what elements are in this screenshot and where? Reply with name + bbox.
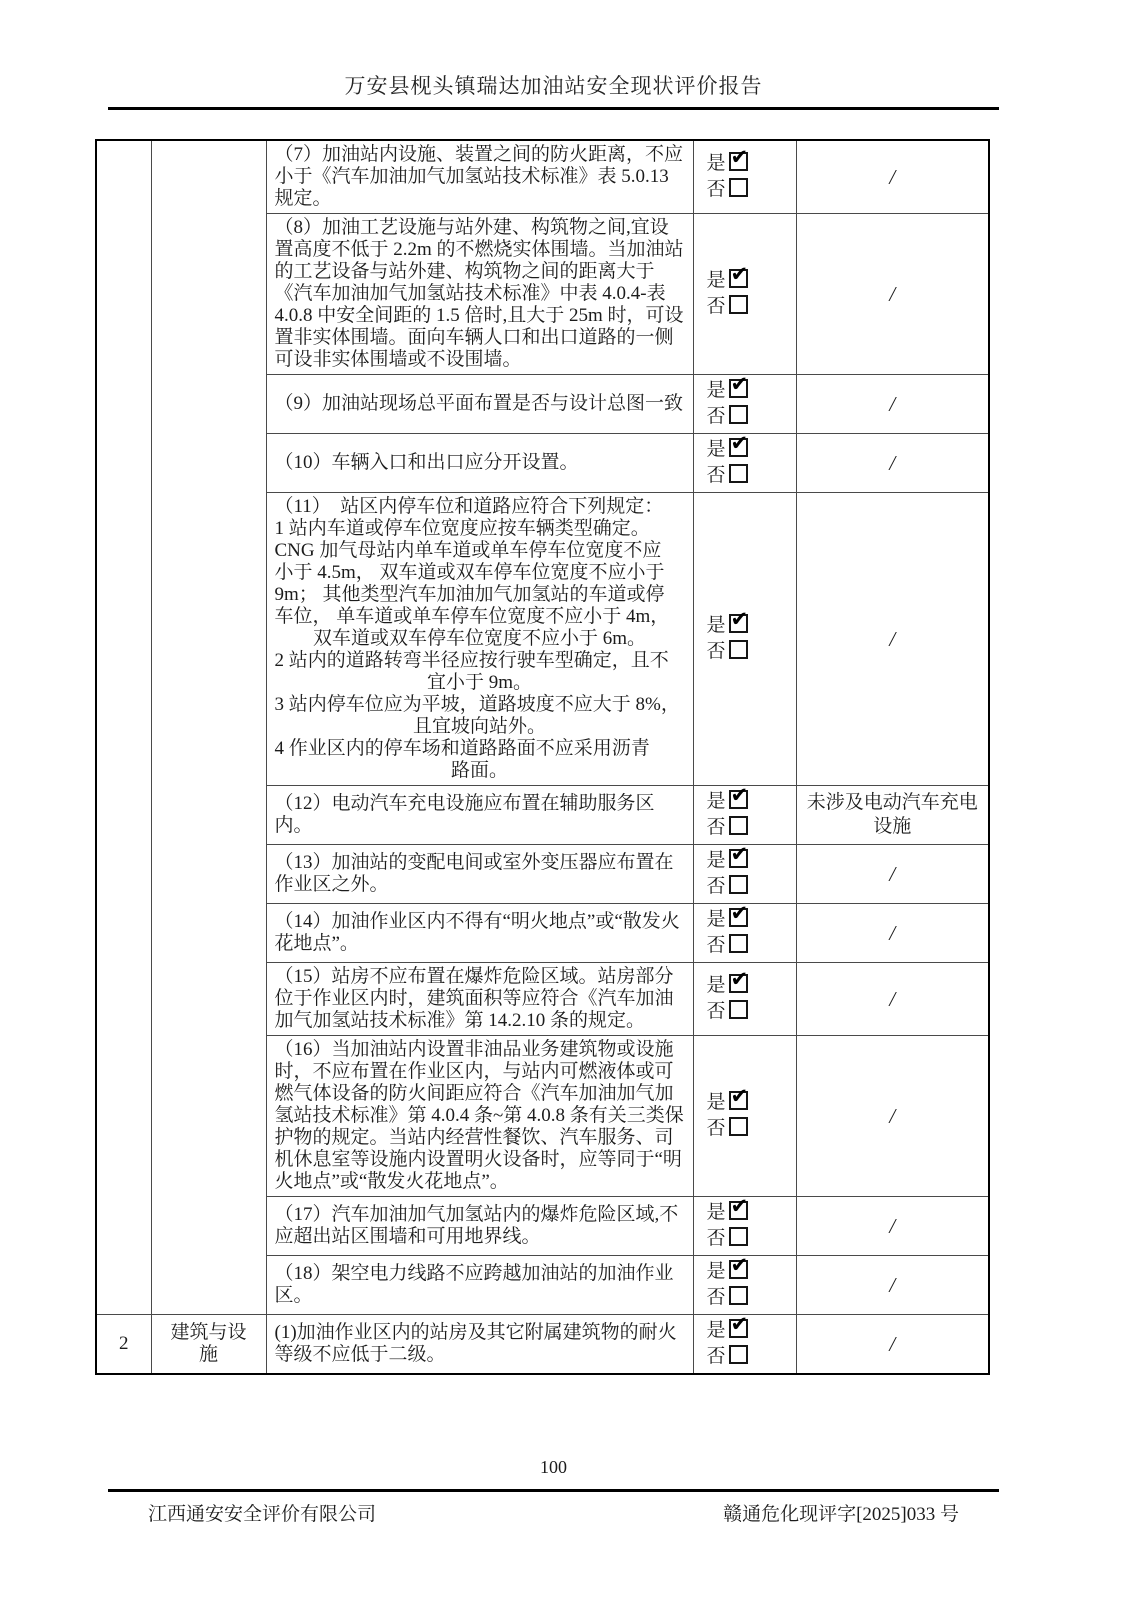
yes-no-cell: [693, 901, 796, 963]
no-option: [707, 463, 788, 489]
check-item-line: 车位， 单车道或单车停车位宽度不应小于 4m，: [274, 606, 670, 627]
yes-label: 是: [706, 850, 726, 871]
remark-cell: /: [796, 963, 989, 1036]
check-item-line: 9m； 其他类型汽车加油加气加氢站的车道或停: [274, 584, 665, 605]
remark-cell: /: [796, 1256, 989, 1315]
check-item-line: 小于 4.5m， 双车道或双车停车位宽度不应小于: [274, 562, 665, 583]
no-option: [707, 874, 788, 900]
check-item-line: 2 站内的道路转弯半径应按行驶车型确定，且不: [274, 650, 669, 671]
no-label: 否: [706, 465, 726, 486]
no-checkbox: [729, 1345, 748, 1364]
yes-option: [706, 262, 788, 294]
check-item-line: 宜小于 9m。: [426, 672, 533, 693]
check-item-line: 4 作业区内的停车场和道路路面不应采用沥青: [274, 738, 650, 759]
check-item-text: （8）加油工艺设施与站外建、构筑物之间,宜设置高度不低于 2.2m 的不燃烧实体围墙。当加油站的工艺设备与站外建、构筑物之间的距离大于《汽车加油加气加氢站技术标准》中表 4.0.4-表 4.0.8 中安全间距的 1.5 倍时,且大于 25m 时，可设置非实体围墙。面向车辆人口和出口道路的一侧可设非实体围墙或不设围墙。: [266, 214, 693, 375]
no-option: [707, 933, 788, 959]
check-item-text: （10）车辆入口和出口应分开设置。: [266, 434, 693, 493]
footer-company: 江西通安安全评价有限公司: [148, 1504, 377, 1525]
yes-checkbox: [729, 783, 749, 809]
remark-cell: /: [796, 140, 989, 214]
yes-no-cell: [693, 1036, 796, 1197]
row-seq-cell: [96, 140, 151, 1315]
check-item-text: （14）加油作业区内不得有“明火地点”或“散发火花地点”。: [266, 904, 693, 963]
remark-cell: /: [796, 434, 989, 493]
yes-checkbox: [729, 1312, 749, 1338]
yes-option: [706, 842, 788, 874]
remark-cell: /: [796, 845, 989, 904]
remark-cell: /: [796, 1036, 989, 1197]
yes-option: [706, 783, 788, 815]
check-mark-icon: ✔: [730, 262, 749, 286]
yes-no-cell: [693, 431, 796, 493]
check-mark-icon: ✔: [730, 1253, 749, 1277]
footer-row: [108, 1499, 999, 1526]
no-option: [707, 815, 788, 841]
no-label: 否: [706, 1287, 726, 1308]
no-checkbox: [729, 295, 748, 314]
yes-label: 是: [706, 615, 726, 636]
yes-checkbox: [729, 145, 749, 171]
yes-label: 是: [706, 1261, 726, 1282]
remark-cell: /: [796, 493, 989, 786]
no-checkbox: [729, 178, 748, 197]
page-number: 100: [540, 1457, 567, 1477]
yes-checkbox: [729, 431, 749, 457]
no-checkbox: [729, 816, 748, 835]
no-label: 否: [706, 876, 726, 897]
yes-label: 是: [706, 270, 726, 291]
yes-checkbox: [729, 372, 749, 398]
yes-option: [706, 145, 788, 177]
footer-doc-number: 赣通危化现评字[2025]033 号: [723, 1504, 959, 1525]
check-item-line: 1 站内车道或停车位宽度应按车辆类型确定。: [274, 518, 650, 539]
remark-cell: /: [796, 375, 989, 434]
check-item-text: （9）加油站现场总平面布置是否与设计总图一致: [266, 375, 693, 434]
no-label: 否: [706, 1001, 726, 1022]
yes-option: [706, 1253, 788, 1285]
yes-no-cell: [693, 140, 796, 214]
no-option: [707, 404, 788, 430]
check-mark-icon: ✔: [730, 901, 749, 925]
check-item-text: （17）汽车加油加气加氢站内的爆炸危险区域,不应超出站区围墙和可用地界线。: [266, 1197, 693, 1256]
row-category-cell: [151, 140, 266, 1315]
table-row: [96, 140, 989, 214]
no-checkbox: [729, 405, 748, 424]
no-option: [707, 999, 788, 1025]
no-checkbox: [729, 464, 748, 483]
no-option: [707, 1116, 788, 1142]
no-label: 否: [706, 817, 726, 838]
check-item-text: [266, 493, 693, 786]
check-item-line: 3 站内停车位应为平坡，道路坡度不应大于 8%，: [274, 694, 680, 715]
yes-label: 是: [706, 439, 726, 460]
yes-option: [706, 1312, 788, 1344]
yes-checkbox: [729, 1194, 749, 1220]
check-mark-icon: ✔: [730, 1312, 749, 1336]
no-label: 否: [706, 1228, 726, 1249]
no-checkbox: [729, 875, 748, 894]
check-mark-icon: ✔: [730, 372, 749, 396]
check-mark-icon: ✔: [730, 145, 749, 169]
remark-cell: /: [796, 1315, 989, 1375]
remark-cell: 未涉及电动汽车充电设施: [796, 786, 989, 845]
yes-option: [706, 901, 788, 933]
yes-checkbox: [729, 1253, 749, 1279]
yes-checkbox: [729, 842, 749, 868]
no-checkbox: [729, 1000, 748, 1019]
yes-label: 是: [706, 791, 726, 812]
check-item-line: 双车道或双车停车位宽度不应小于 6m。: [312, 628, 647, 649]
no-checkbox: [729, 1227, 748, 1246]
page-title: 万安县枧头镇瑞达加油站安全现状评价报告: [344, 74, 763, 98]
check-item-text: (1)加油作业区内的站房及其它附属建筑物的耐火等级不应低于二级。: [266, 1315, 693, 1375]
check-item-line: （11） 站区内停车位和道路应符合下列规定：: [274, 496, 664, 517]
yes-no-cell: [693, 493, 796, 786]
yes-label: 是: [706, 1320, 726, 1341]
yes-checkbox: [729, 967, 749, 993]
yes-no-cell: [693, 372, 796, 434]
no-checkbox: [729, 640, 748, 659]
remark-cell: /: [796, 1197, 989, 1256]
no-option: [707, 1226, 788, 1252]
yes-label: 是: [706, 1202, 726, 1223]
yes-label: 是: [706, 1092, 726, 1113]
safety-checklist-table: [95, 139, 990, 1375]
check-item-line: CNG 加气母站内单车道或单车停车位宽度不应: [274, 540, 662, 561]
check-mark-icon: ✔: [730, 1194, 749, 1218]
check-mark-icon: ✔: [730, 1084, 749, 1108]
remark-cell: /: [796, 214, 989, 375]
no-label: 否: [706, 935, 726, 956]
no-label: 否: [706, 1346, 726, 1367]
yes-label: 是: [706, 153, 726, 174]
yes-no-cell: [693, 1253, 796, 1315]
row-seq-cell: 2: [96, 1315, 151, 1375]
no-option: [707, 1344, 788, 1370]
no-option: [707, 639, 788, 665]
yes-no-cell: [693, 963, 796, 1036]
check-item-text: （16）当加油站内设置非油品业务建筑物或设施时，不应布置在作业区内，与站内可燃液体或可燃气体设备的防火间距应符合《汽车加油加气加氢站技术标准》第 4.0.4 条~第 4.0.8 条有关三类保护物的规定。当站内经营性餐饮、汽车服务、司机休息室等设施内设置明火设备时，应等同于“明火地点”或“散发火花地点”。: [266, 1036, 693, 1197]
check-item-text: （18）架空电力线路不应跨越加油站的加油作业区。: [266, 1256, 693, 1315]
no-label: 否: [706, 296, 726, 317]
check-item-text: （7）加油站内设施、装置之间的防火距离，不应小于《汽车加油加气加氢站技术标准》表 5.0.13 规定。: [266, 140, 693, 214]
table-row: [96, 1315, 989, 1375]
remark-cell: /: [796, 904, 989, 963]
yes-checkbox: [729, 1084, 749, 1110]
check-mark-icon: ✔: [730, 783, 749, 807]
check-item-line: 且宜坡向站外。: [412, 716, 546, 737]
no-label: 否: [706, 406, 726, 427]
header-rule: [108, 107, 999, 110]
check-item-line: 路面。: [450, 760, 508, 781]
check-item-text: （12）电动汽车充电设施应布置在辅助服务区内。: [266, 786, 693, 845]
check-mark-icon: ✔: [730, 842, 749, 866]
no-option: [707, 1285, 788, 1311]
no-checkbox: [729, 934, 748, 953]
yes-option: [706, 1194, 788, 1226]
no-label: 否: [706, 641, 726, 662]
yes-option: [706, 372, 788, 404]
no-label: 否: [706, 179, 726, 200]
yes-option: [706, 607, 788, 639]
footer-rule: [108, 1489, 999, 1492]
check-mark-icon: ✔: [730, 607, 749, 631]
checklist-tbody: [96, 140, 989, 1374]
yes-option: [706, 967, 788, 999]
check-item-text: （15）站房不应布置在爆炸危险区域。站房部分位于作业区内时，建筑面积等应符合《汽车加油加气加氢站技术标准》第 14.2.10 条的规定。: [266, 963, 693, 1036]
row-category-cell: 建筑与设施: [151, 1315, 266, 1375]
no-checkbox: [729, 1117, 748, 1136]
yes-no-cell: [693, 1194, 796, 1256]
yes-no-cell: [693, 783, 796, 845]
yes-option: [706, 431, 788, 463]
yes-checkbox: [729, 262, 749, 288]
no-checkbox: [729, 1286, 748, 1305]
yes-no-cell: [693, 214, 796, 375]
yes-label: 是: [706, 909, 726, 930]
check-mark-icon: ✔: [730, 431, 749, 455]
check-item-text: （13）加油站的变配电间或室外变压器应布置在作业区之外。: [266, 845, 693, 904]
no-option: [707, 177, 788, 203]
yes-no-cell: [693, 1312, 796, 1375]
check-mark-icon: ✔: [730, 967, 749, 991]
yes-option: [706, 1084, 788, 1116]
yes-label: 是: [706, 380, 726, 401]
yes-no-cell: [693, 842, 796, 904]
no-label: 否: [706, 1118, 726, 1139]
yes-label: 是: [706, 975, 726, 996]
yes-checkbox: [729, 607, 749, 633]
yes-checkbox: [729, 901, 749, 927]
no-option: [707, 294, 788, 320]
